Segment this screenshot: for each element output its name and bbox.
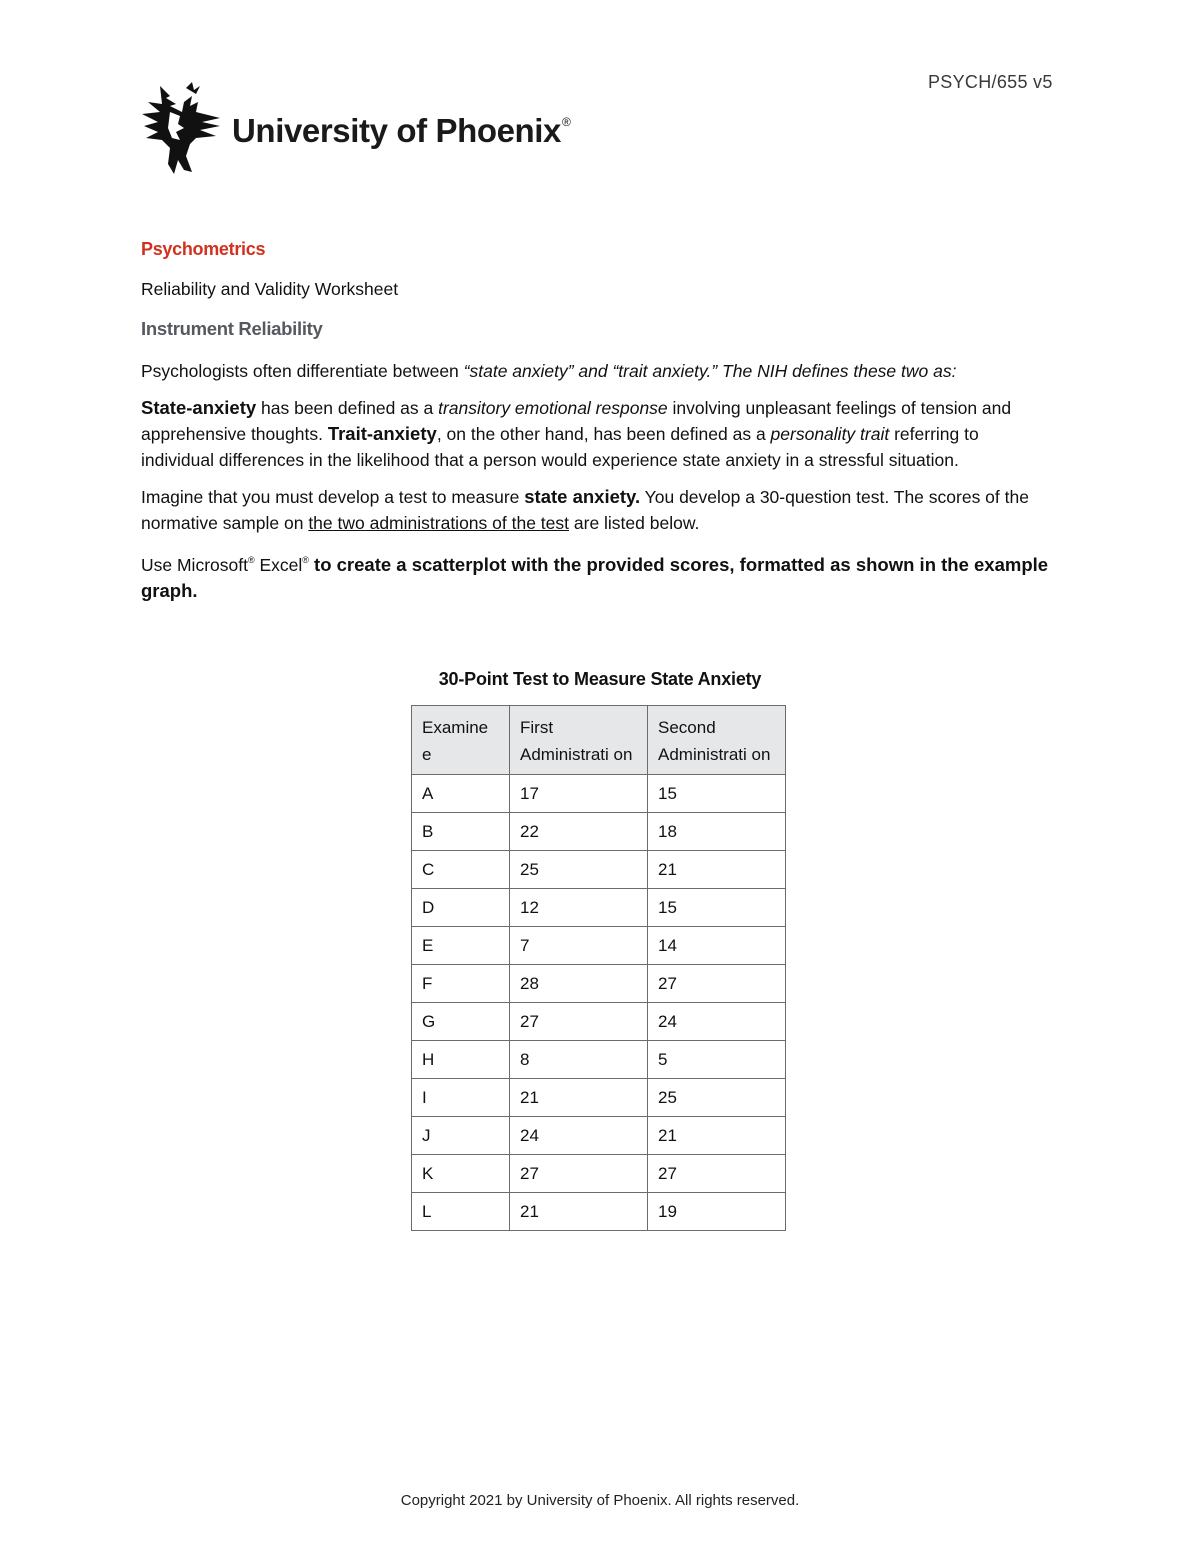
table-row bbox=[412, 965, 786, 1003]
cell-examinee: D bbox=[412, 889, 510, 927]
header-examinee: Examine e bbox=[412, 706, 510, 775]
table-row bbox=[412, 775, 786, 813]
copyright-footer: Copyright 2021 by University of Phoenix. All rights reserved. bbox=[400, 1492, 800, 1509]
task-paragraph: Imagine that you must develop a test to measure state anxiety. You develop a 30-question test. The scores of the normative sample on the two administrations of the test are listed below. bbox=[141, 486, 1029, 533]
course-code: PSYCH/655 v5 bbox=[928, 72, 1053, 92]
table-row bbox=[412, 813, 786, 851]
subject-heading: Psychometrics bbox=[141, 239, 266, 259]
cell-second-score: 14 bbox=[648, 927, 786, 965]
worksheet-body bbox=[141, 236, 1053, 615]
university-logo bbox=[140, 82, 570, 182]
header-second-administration: Second Administrati on bbox=[648, 706, 786, 775]
cell-first-score: 17 bbox=[510, 775, 648, 813]
cell-examinee: F bbox=[412, 965, 510, 1003]
table-row bbox=[412, 1117, 786, 1155]
cell-first-score: 7 bbox=[510, 927, 648, 965]
intro-paragraph: Psychologists often differentiate between “state anxiety” and “trait anxiety.” The NIH defines these two as: bbox=[141, 361, 957, 381]
cell-examinee: H bbox=[412, 1041, 510, 1079]
cell-second-score: 5 bbox=[648, 1041, 786, 1079]
cell-first-score: 28 bbox=[510, 965, 648, 1003]
cell-second-score: 21 bbox=[648, 851, 786, 889]
table-body bbox=[412, 775, 786, 1231]
cell-second-score: 25 bbox=[648, 1079, 786, 1117]
cell-first-score: 21 bbox=[510, 1193, 648, 1231]
cell-first-score: 25 bbox=[510, 851, 648, 889]
table-row bbox=[412, 1079, 786, 1117]
cell-first-score: 27 bbox=[510, 1003, 648, 1041]
cell-first-score: 8 bbox=[510, 1041, 648, 1079]
header-first-administration: First Administrati on bbox=[510, 706, 648, 775]
section-heading: Instrument Reliability bbox=[141, 318, 323, 339]
cell-second-score: 27 bbox=[648, 965, 786, 1003]
cell-examinee: G bbox=[412, 1003, 510, 1041]
cell-examinee: K bbox=[412, 1155, 510, 1193]
table-row bbox=[412, 1041, 786, 1079]
university-name: University of Phoenix® bbox=[232, 112, 571, 149]
instruction-paragraph: Use Microsoft® Excel® to create a scatterplot with the provided scores, formatted as shown in the example graph. bbox=[141, 554, 1049, 601]
table-row bbox=[412, 927, 786, 965]
cell-second-score: 19 bbox=[648, 1193, 786, 1231]
cell-first-score: 21 bbox=[510, 1079, 648, 1117]
phoenix-bird-icon bbox=[140, 82, 226, 178]
cell-first-score: 22 bbox=[510, 813, 648, 851]
cell-examinee: C bbox=[412, 851, 510, 889]
scores-table bbox=[411, 705, 786, 1231]
cell-second-score: 15 bbox=[648, 775, 786, 813]
table-row bbox=[412, 1003, 786, 1041]
table-row bbox=[412, 1155, 786, 1193]
cell-first-score: 12 bbox=[510, 889, 648, 927]
cell-examinee: J bbox=[412, 1117, 510, 1155]
cell-second-score: 18 bbox=[648, 813, 786, 851]
table-row bbox=[412, 1193, 786, 1231]
cell-second-score: 15 bbox=[648, 889, 786, 927]
cell-second-score: 27 bbox=[648, 1155, 786, 1193]
cell-examinee: E bbox=[412, 927, 510, 965]
table-title: 30-Point Test to Measure State Anxiety bbox=[438, 669, 762, 689]
cell-examinee: I bbox=[412, 1079, 510, 1117]
cell-first-score: 24 bbox=[510, 1117, 648, 1155]
cell-examinee: B bbox=[412, 813, 510, 851]
cell-second-score: 21 bbox=[648, 1117, 786, 1155]
definition-paragraph: State-anxiety has been defined as a transitory emotional response involving unpleasant feelings of tension and apprehensive thoughts. Trait-anxiety, on the other hand, has been defined as a personality trait referring to individual differences in the likelihood that a person would experience state anxiety in a stressful situation. bbox=[141, 397, 1012, 470]
table-header-row bbox=[412, 706, 786, 775]
cell-examinee: A bbox=[412, 775, 510, 813]
table-row bbox=[412, 851, 786, 889]
worksheet-title: Reliability and Validity Worksheet bbox=[141, 279, 399, 299]
cell-examinee: L bbox=[412, 1193, 510, 1231]
cell-first-score: 27 bbox=[510, 1155, 648, 1193]
table-row bbox=[412, 889, 786, 927]
cell-second-score: 24 bbox=[648, 1003, 786, 1041]
